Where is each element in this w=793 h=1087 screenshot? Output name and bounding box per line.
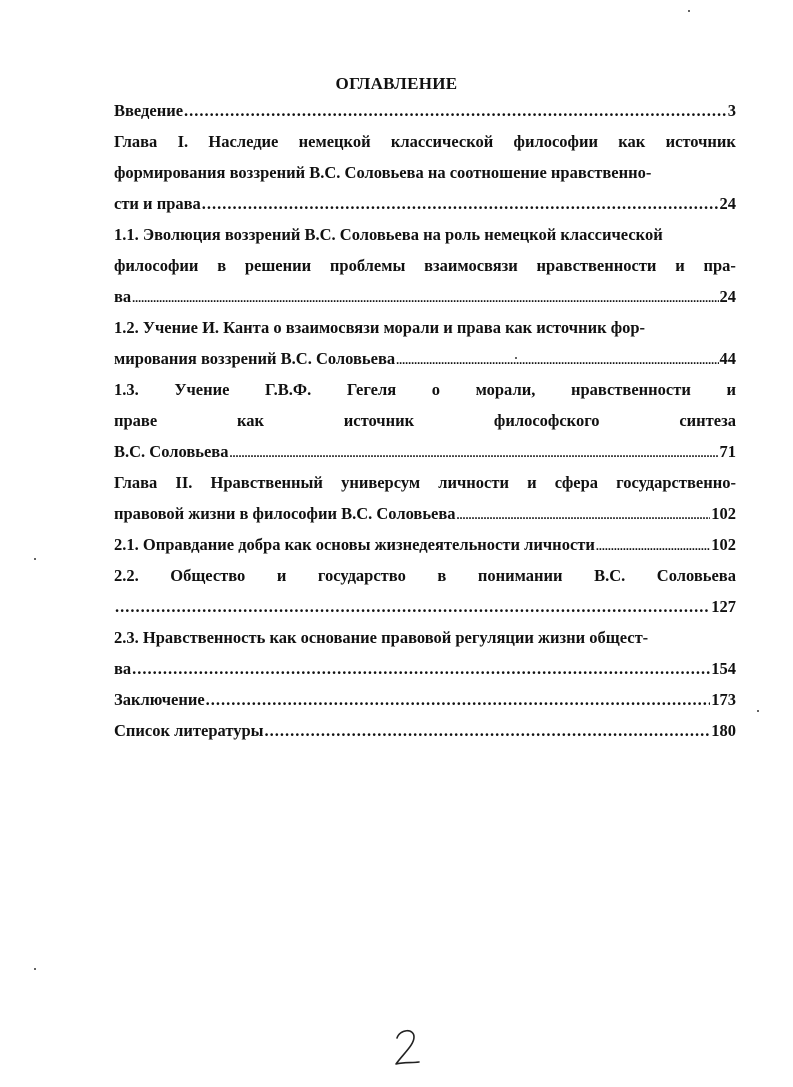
toc-entry-section-2-2-line-2 <box>114 597 736 628</box>
toc-page-number: 180 <box>711 721 736 740</box>
toc-page-number: 102 <box>711 504 736 523</box>
toc-page-number: 24 <box>719 287 736 306</box>
word: философии <box>513 132 598 151</box>
toc-entry-title: Введение <box>114 101 184 120</box>
scan-speck <box>515 357 517 359</box>
toc-page-number: 24 <box>719 194 736 213</box>
scan-speck <box>34 558 36 560</box>
toc-page-number: 173 <box>711 690 736 709</box>
word: государство <box>317 566 406 585</box>
word: Глава <box>114 473 158 492</box>
toc-entry-section-1-3-line-2 <box>114 411 736 442</box>
toc-entry-section-2-3-line-1 <box>114 628 736 659</box>
word: и <box>675 256 685 275</box>
scan-speck <box>34 968 36 970</box>
toc-entry-title: 2.1. Оправдание добра как основы жизнедеятельности личности <box>114 535 595 554</box>
word: немецкой <box>298 132 371 151</box>
toc-entry-introduction <box>114 101 736 132</box>
toc-entry-title: Заключение <box>114 690 205 709</box>
toc-entry-chapter-1-line-3 <box>114 194 736 225</box>
dot-leader <box>206 690 711 710</box>
word: и <box>726 380 736 399</box>
scan-speck <box>757 710 759 712</box>
dot-leader <box>202 194 719 214</box>
toc-entry-section-1-1-line-1 <box>114 225 736 256</box>
toc-entry-section-1-3-line-3 <box>114 442 736 473</box>
table-of-contents <box>114 101 736 752</box>
dot-leader <box>596 535 710 555</box>
toc-entry-section-1-2-line-1 <box>114 318 736 349</box>
dot-leader <box>229 442 718 462</box>
toc-entry-section-1-3-line-1 <box>114 380 736 411</box>
word: морали, <box>475 380 536 399</box>
toc-entry-title: 2.3. Нравственность как основание правовой регуляции жизни общест- <box>114 628 649 647</box>
word: в <box>217 256 227 275</box>
toc-entry-title: 1.1. Эволюция воззрений В.С. Соловьева на роль немецкой классической <box>114 225 663 244</box>
toc-page-number: 154 <box>711 659 736 678</box>
word: Глава <box>114 132 158 151</box>
word: о <box>431 380 441 399</box>
word: личности <box>438 473 509 492</box>
toc-entry-title: сти и права <box>114 194 201 213</box>
word: государственно- <box>616 473 736 492</box>
toc-entry-section-2-1 <box>114 535 736 566</box>
dot-leader <box>396 349 718 369</box>
toc-entry-section-1-1-line-2 <box>114 256 736 287</box>
word: источник <box>665 132 736 151</box>
toc-entry-references <box>114 721 736 752</box>
word: философского <box>493 411 600 430</box>
dot-leader <box>265 721 711 741</box>
word: Нравственный <box>210 473 323 492</box>
word: Соловьева <box>656 566 736 585</box>
page-title: ОГЛАВЛЕНИЕ <box>335 74 458 93</box>
word: взаимосвязи <box>424 256 518 275</box>
toc-entry-conclusion <box>114 690 736 721</box>
word: как <box>618 132 646 151</box>
toc-page-number: 102 <box>711 535 736 554</box>
toc-entry-chapter-1-line-1 <box>114 132 736 163</box>
dot-leader <box>132 659 710 679</box>
word: нравственности <box>570 380 691 399</box>
word: нравственности <box>536 256 657 275</box>
word: как <box>236 411 264 430</box>
toc-entry-section-1-2-line-2 <box>114 349 736 380</box>
toc-entry-chapter-2-line-1 <box>114 473 736 504</box>
word: 2.2. <box>114 566 139 585</box>
dot-leader <box>457 504 711 524</box>
word: синтеза <box>679 411 736 430</box>
toc-page-number: 3 <box>727 101 736 120</box>
word: понимании <box>477 566 563 585</box>
toc-entry-title: 1.2. Учение И. Канта о взаимосвязи морали и права как источник фор- <box>114 318 646 337</box>
toc-page-number: 127 <box>711 597 736 616</box>
word: Г.В.Ф. <box>265 380 312 399</box>
toc-entry-title: ва <box>114 287 132 306</box>
word: праве <box>114 411 158 430</box>
dot-leader <box>184 101 727 121</box>
handwritten-page-number <box>392 1026 422 1068</box>
word: и <box>527 473 537 492</box>
toc-entry-title: ва <box>114 659 132 678</box>
word: 1.3. <box>114 380 139 399</box>
word: Гегеля <box>346 380 397 399</box>
word: сфера <box>554 473 599 492</box>
toc-entry-title: В.С. Соловьева <box>114 442 229 461</box>
dot-leader <box>115 597 710 617</box>
word: и <box>276 566 287 585</box>
word: проблемы <box>329 256 406 275</box>
word: Учение <box>174 380 230 399</box>
toc-page-number: 71 <box>719 442 736 461</box>
word: пра- <box>703 256 736 275</box>
word: II. <box>175 473 193 492</box>
toc-entry-section-2-2-line-1 <box>114 566 736 597</box>
toc-entry-title: Список литературы <box>114 721 264 740</box>
word: классической <box>390 132 494 151</box>
toc-entry-section-2-3-line-2 <box>114 659 736 690</box>
word: решении <box>244 256 312 275</box>
word: в <box>437 566 447 585</box>
scan-speck <box>688 10 690 12</box>
word: Наследие <box>208 132 279 151</box>
word: философии <box>114 256 199 275</box>
word: В.С. <box>594 566 626 585</box>
word: источник <box>343 411 415 430</box>
toc-page-number: 44 <box>719 349 736 368</box>
toc-entry-title: мирования воззрений В.С. Соловьева <box>114 349 396 368</box>
dot-leader <box>132 287 718 307</box>
word: Общество <box>170 566 246 585</box>
toc-entry-section-1-1-line-3 <box>114 287 736 318</box>
word: универсум <box>341 473 421 492</box>
toc-entry-title: формирования воззрений В.С. Соловьева на соотношение нравственно- <box>114 163 652 182</box>
toc-entry-chapter-2-line-2 <box>114 504 736 535</box>
toc-entry-chapter-1-line-2 <box>114 163 736 194</box>
word: I. <box>177 132 189 151</box>
toc-entry-title: правовой жизни в философии В.С. Соловьева <box>114 504 456 523</box>
